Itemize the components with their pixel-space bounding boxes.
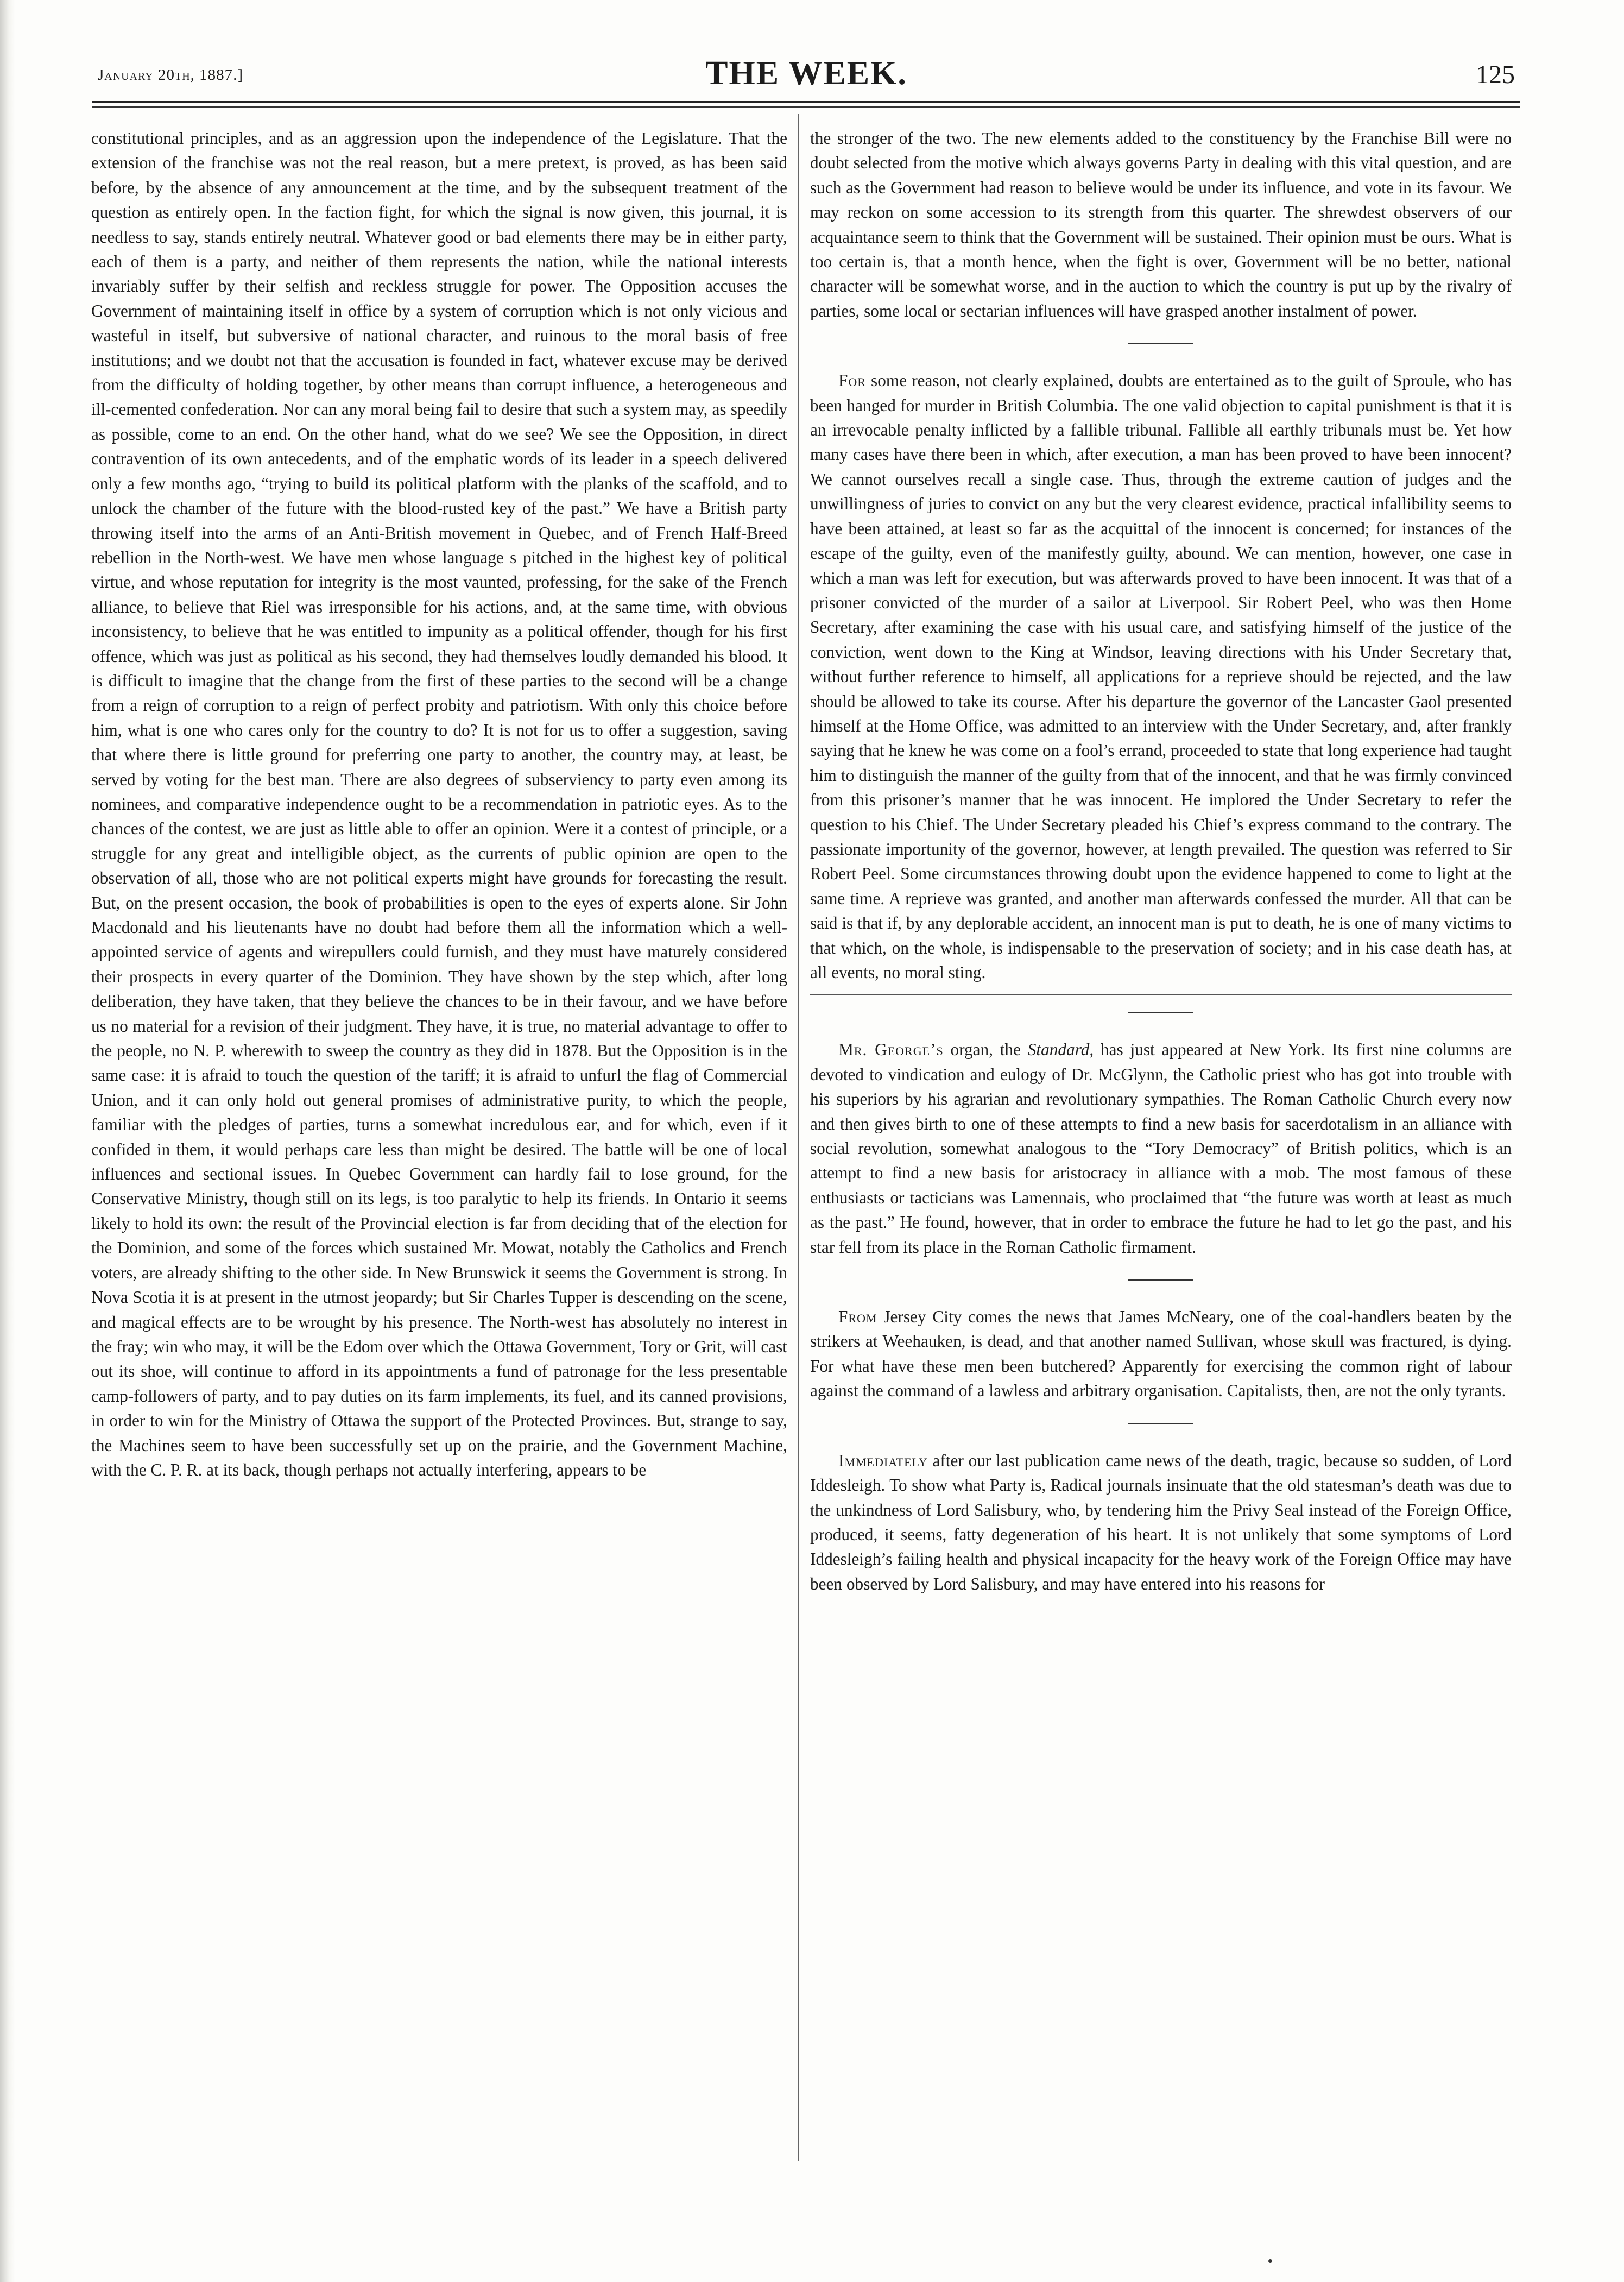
section-separator xyxy=(810,994,1512,995)
george-text-a: organ, the xyxy=(943,1040,1028,1060)
section-separator xyxy=(1128,1279,1193,1281)
header-rule-thin xyxy=(92,106,1520,108)
sproule-text: some reason, not clearly explained, doubts are entertained as to the guilt of Sproule, who has been hanged for murder in British Columbia. The one valid objection to capital punishment is that it is an irrevocable penalty inflicted by a fallible tribunal. Fallible all earthly tribunals must be. Yet how many cases have there been in which, after execution, a man has been proved to have been innocent? We cannot ourselves recall a single case. Thus, through the extreme caution of judges and the unwillingness of juries to convict on any but the very clearest evidence, practical infallibility seems to have been attained, at least so far as the acquittal of the innocent is concerned; for instances of the escape of the guilty, even of the manifestly guilty, abound. We can mention, however, one case in which a man was left for execution, but was afterwards proved to have been innocent. It was that of a prisoner convicted of the murder of a sailor at Liverpool. Sir Robert Peel, who was then Home Secretary, after examining the case with his usual care, and satisfying himself of the justice of the conviction, went down to the King at Windsor, leaving directions with his Under Secretary that, without further reference to himself, all applications for a reprieve should be rejected, and the law should be allowed to take its course. After his departure the governor of the Lancaster Gaol presented himself at the Home Office, was admitted to an interview with the Under Secretary, and, after frankly saying that he knew he was come on a fool’s errand, proceeded to state that long experience had taught him to distinguish the manner of the guilty from that of the innocent, and that he was firmly convinced from this prisoner’s manner that he was innocent. He implored the Under Secretary to refer the question to his Chief. The Under Secretary pleaded his Chief’s express command to the contrary. The passionate importunity of the governor, however, at length prevailed. The question was referred to Sir Robert Peel. Some circumstances throwing doubt upon the evidence happened to come to light at the same time. A reprieve was granted, and another man afterwards confessed the murder. All that can be said is that if, by any deplorable accident, an innocent man is put to death, he is one of many victims to that which, on the whole, is indispensable to the preservation of society; and in his case death has, at all events, no moral sting. xyxy=(810,371,1512,982)
iddesleigh-lead-word: Immediately xyxy=(838,1451,928,1470)
jersey-text: Jersey City comes the news that James McNeary, one of the coal-handlers beaten by the strikers at Weehauken, is dead, and that another named Sullivan, whose skull was fractured, is dying. For what have these men been butchered? Apparently for exercising the common right of labour against the command of a lawless and arbitrary organisation. Capitalists, then, are not the only tyrants. xyxy=(810,1307,1512,1401)
left-column-text: constitutional principles, and as an aggression upon the independence of the Legislature. That the extension of the franchise was not the real reason, but a mere pretext, is proved, as has been said before, by the absence of any announcement at the time, and by the subsequent treatment of the question as entirely open. In the faction fight, for which the signal is now given, this journal, it is needless to say, stands entirely neutral. Whatever good or bad elements there may be in either party, each of them is a party, and neither of them represents the nation, while the national interests invariably suffer by their selfish and reckless struggle for power. The Opposition accuses the Government of maintaining itself in office by a system of corruption which is not only vicious and wasteful in itself, but subversive of national character, and ruinous to the moral basis of free institutions; and we doubt not that the accusation is founded in fact, whatever excuse may be derived from the difficulty of holding together, by other means than corrupt influence, a heterogeneous and ill-cemented confederation. Nor can any moral being fail to desire that such a system may, as speedily as possible, come to an end. On the other hand, what do we see? We see the Opposition, in direct contravention of its own antecedents, and of the emphatic words of its leader in a speech delivered only a few months ago, “trying to build its political platform with the planks of the scaffold, and to unlock the chamber of the future with the blood-rusted key of the past.” We have a British party throwing itself into the arms of an Anti-British movement in Quebec, and of French Half-Breed rebellion in the North-west. We have men whose language s pitched in the highest key of political virtue, and whose reputation for integrity is the most vaunted, professing, for the sake of the French alliance, to believe that Riel was irresponsible for his actions, and, at the same time, with obvious inconsistency, to believe that he was entitled to impunity as a political offender, though for his first offence, which was just as political as his second, they had themselves loudly demanded his blood. It is difficult to imagine that the change from the first of these parties to the second will be a change from a reign of corruption to a reign of perfect probity and patriotism. With only this choice before him, what is one who cares only for the country to do? It is not for us to offer a suggestion, saving that where there is little ground for preferring one party to another, the country may, at least, be served by voting for the best man. There are also degrees of subserviency to party even among its nominees, and comparative independence ought to be a recommendation in patriotic eyes. As to the chances of the contest, we are just as little able to offer an opinion. Were it a contest of principle, or a struggle for any great and intelligible object, as the currents of public opinion are open to the observation of all, those who are not political experts might have grounds for forecasting the result. But, on the present occasion, the book of probabilities is open to the eyes of experts alone. Sir John Macdonald and his lieutenants have no doubt had before them all the information which a well-appointed service of agents and wirepullers could furnish, and they must have maturely considered their prospects in every quarter of the Dominion. They have shown by the step which, after long deliberation, they have taken, that they believe the chances to be in their favour, and we have before us no material for a revision of their judgment. They have, it is true, no material advantage to offer to the people, no N. P. wherewith to sweep the country as they did in 1878. But the Opposition is in the same case: it is afraid to touch the question of the tariff; it is afraid to unfurl the flag of Commercial Union, and it can only hold out general promises of administrative purity, to which the people, familiar with the pledges of parties, turns a somewhat incredulous ear, and for which, even if it confided in them, it would perhaps care less than might be desired. The battle will be one of local influences and sectional issues. In Quebec Government can hardly fail to lose ground, for the Conservative Ministry, though still on its legs, is too paralytic to help its friends. In Ontario it seems likely to hold its own: the result of the Provincial election is far from deciding that of the election for the Dominion, and some of the forces which sustained Mr. Mowat, notably the Catholics and French voters, are already shifting to the other side. In New Brunswick it seems the Government is strong. In Nova Scotia it is at present in the utmost jeopardy; but Sir Charles Tupper is descending on the scene, and magical effects are to be wrought by his presence. The North-west has absolutely no interest in the fray; win who may, it will be the Edom over which the Ottawa Government, Tory or Grit, will cast out its shoe, will continue to afford in its appointments a fund of patronage for the less presentable camp-followers of party, and to pay duties on its farm implements, its fuel, and its canned provisions, in order to win for the Ministry of Ottawa the support of the Protected Provinces. But, strange to say, the Machines seem to have been successfully set up on the prairie, and the Government Machine, with the C. P. R. at its back, though perhaps not actually interfering, appears to be xyxy=(91,129,787,1479)
stray-ink-dot xyxy=(1268,2259,1272,2263)
sproule-paragraph xyxy=(810,368,1512,985)
section-separator xyxy=(1128,1423,1193,1424)
iddesleigh-paragraph xyxy=(810,1448,1512,1596)
section-separator xyxy=(1128,343,1193,344)
page-binding-edge xyxy=(0,0,15,2282)
left-column xyxy=(91,126,787,2168)
page-number: 125 xyxy=(1476,60,1515,89)
standard-paragraph xyxy=(810,1037,1512,1259)
issue-date: January 20th, 1887.] xyxy=(98,66,244,84)
header-rule-thick xyxy=(92,101,1520,103)
standard-title: Standard, xyxy=(1027,1040,1094,1060)
sproule-lead-word: For xyxy=(838,371,866,390)
george-text-b: has just appeared at New York. Its first nine columns are devoted to vindication and eulogy of Dr. McGlynn, the Catholic priest who has got into trouble with his superiors by his agrarian and revolutionary sympathies. The Roman Catholic Church every now and then gives birth to one of these attempts to find a new basis for sacerdotalism in an alliance with social revolution, somewhat analogous to the “Tory Democracy” of British politics, which is an attempt to find a new basis for aristocracy in alliance with a mob. The most famous of these enthusiasts or tacticians was Lamennais, who proclaimed that “the future was worth at least as much as the past.” He found, however, that in order to embrace the future he had to let go the past, and his star fell from its place in the Roman Catholic firmament. xyxy=(810,1040,1512,1257)
section-separator-short xyxy=(1128,1012,1193,1013)
election-paragraph-continued: the stronger of the two. The new elements added to the constituency by the Franchise Bill were no doubt selected from the motive which always governs Party in dealing with this vital question, and are such as the Government had reason to believe would be under its influence, and vote in its favour. We may reckon on some accession to its strength from this quarter. The shrewdest observers of our acquaintance seem to think that the Government will be sustained. Their opinion must be ours. What is too certain is, that a month hence, when the fight is over, Government will be no better, national character will be somewhat worse, and in the auction to which the country is put up by the rivalry of parties, some local or sectarian influences will have grasped another instalment of power. xyxy=(810,129,1512,320)
jersey-paragraph xyxy=(810,1304,1512,1403)
page-header xyxy=(98,52,1515,101)
column-divider xyxy=(798,114,799,2161)
publication-title: THE WEEK. xyxy=(705,55,907,92)
right-column xyxy=(810,126,1512,2168)
jersey-lead-word: From xyxy=(838,1307,877,1327)
george-lead-word: Mr. George’s xyxy=(838,1040,944,1060)
iddesleigh-text: after our last publication came news of the death, tragic, because so sudden, of Lord Iddesleigh. To show what Party is, Radical journals insinuate that the old statesman’s death was due to the unkindness of Lord Salisbury, who, by tendering him the Privy Seal instead of the Foreign Office, produced, it seems, fatty degeneration of his heart. It is not unlikely that some symptoms of Lord Iddesleigh’s failing health and physical incapacity for the heavy work of the Foreign Office may have been observed by Lord Salisbury, and may have entered into his reasons for xyxy=(810,1451,1512,1593)
